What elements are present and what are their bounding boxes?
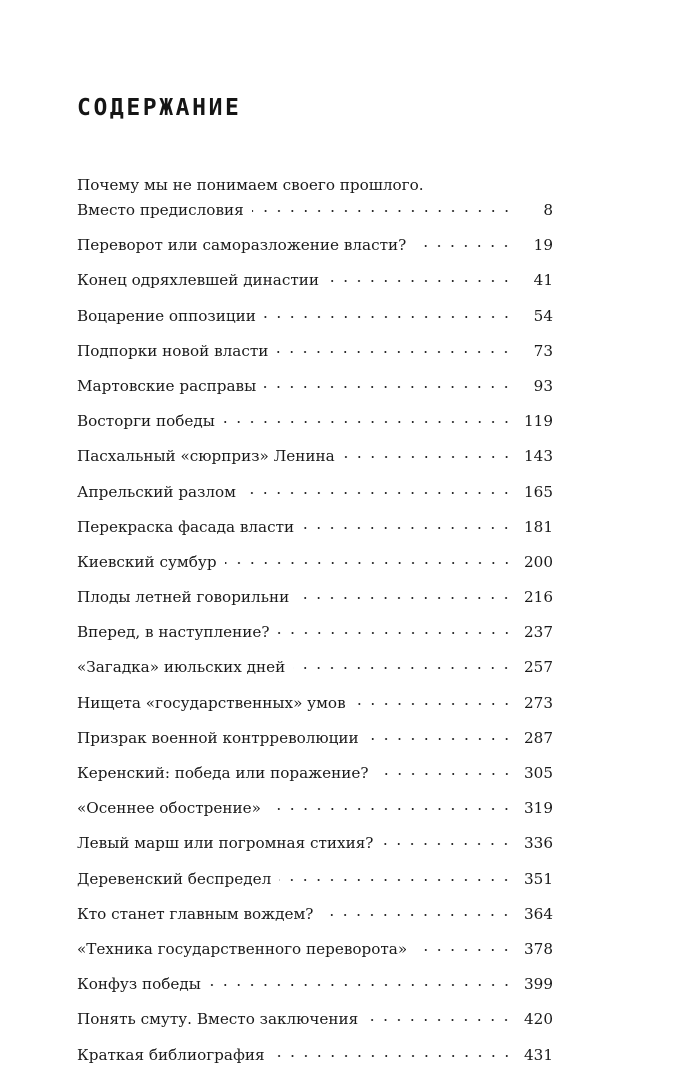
dot-leader	[415, 934, 513, 954]
toc-entry-row	[77, 371, 553, 396]
toc-entry-page-number: 19	[533, 236, 553, 255]
toc-entry-title: «Техника государственного переворота»	[77, 939, 408, 958]
toc-entry-title-line: Почему мы не понимаем своего прошлого.	[77, 176, 424, 194]
toc-entry-title: Краткая библиография	[77, 1045, 265, 1064]
toc-entry-row	[77, 230, 553, 255]
toc-entry-title: Восторги победы	[77, 412, 215, 431]
toc-entry-row	[77, 1004, 553, 1029]
toc-entry	[77, 652, 553, 677]
toc-entry-page-number: 399	[524, 975, 553, 994]
dot-leader	[377, 758, 514, 778]
toc-entry-title: Левый марш или погромная стихия?	[77, 834, 374, 853]
dot-leader	[223, 406, 513, 426]
toc-entry	[77, 758, 553, 783]
dot-leader	[297, 582, 513, 602]
toc-entry-title: «Загадка» июльских дней	[77, 658, 286, 677]
toc-entry-page-number: 351	[524, 869, 553, 888]
toc-entry-page-number: 319	[524, 799, 553, 818]
toc-entry-row	[77, 864, 553, 889]
toc-entry-row	[77, 1040, 553, 1065]
dot-leader	[321, 899, 513, 919]
dot-leader	[302, 512, 513, 532]
toc-entry-row	[77, 652, 553, 677]
toc-entry-row	[77, 441, 553, 466]
toc-entry-title: Киевский сумбур	[77, 552, 217, 571]
toc-entry-page-number: 257	[524, 658, 553, 677]
toc-entry-row	[77, 265, 553, 290]
dot-leader	[244, 477, 513, 497]
toc-entry-title: Вперед, в наступление?	[77, 623, 270, 642]
toc-entry-row	[77, 195, 553, 220]
toc-entry	[77, 617, 553, 642]
toc-entry-title: Апрельский разлом	[77, 482, 236, 501]
toc-entry-page-number: 41	[533, 271, 553, 290]
dot-leader	[209, 969, 513, 989]
toc-entry-title: Вместо предисловия	[77, 201, 244, 219]
toc-entry-row	[77, 617, 553, 642]
toc-entry	[77, 230, 553, 255]
toc-entry-title: Переворот или саморазложение власти?	[77, 236, 407, 255]
toc-entry-row	[77, 406, 553, 431]
toc-entry	[77, 547, 553, 572]
toc-entry-title: Кто станет главным вождем?	[77, 904, 314, 923]
toc-entry-title: Понять смуту. Вместо заключения	[77, 1010, 359, 1029]
toc-entry	[77, 793, 553, 818]
toc-entry	[77, 1040, 553, 1065]
toc-entry-title: Конфуз победы	[77, 975, 201, 994]
toc-entry-title: Конец одряхлевшей династии	[77, 271, 320, 290]
toc-entry-title: Воцарение оппозиции	[77, 306, 256, 325]
toc-entry-page-number: 73	[533, 341, 553, 360]
toc-entry-row	[77, 969, 553, 994]
dot-leader	[269, 793, 513, 813]
dot-leader	[354, 688, 513, 708]
toc-entry-page-number: 181	[524, 517, 553, 536]
dot-leader	[273, 1040, 513, 1060]
dot-leader	[276, 336, 513, 356]
toc-entry	[77, 1004, 553, 1029]
toc-entry	[77, 406, 553, 431]
toc-entry-title: «Осеннее обострение»	[77, 799, 261, 818]
toc-entry-page-number: 420	[524, 1010, 553, 1029]
toc-entry-row	[77, 828, 553, 853]
toc-entry-page-number: 54	[533, 306, 553, 325]
toc-entry-page-number: 287	[524, 728, 553, 747]
toc-entry	[77, 477, 553, 502]
toc-entry-page-number: 237	[524, 623, 553, 642]
toc-entry-row	[77, 723, 553, 748]
toc-entry-row	[77, 899, 553, 924]
toc-entry-title: Керенский: победа или поражение?	[77, 764, 369, 782]
toc-entry-page-number: 305	[524, 764, 553, 782]
toc-entry-title: Призрак военной контрреволюции	[77, 728, 359, 747]
toc-entry-row	[77, 547, 553, 572]
toc-entry-title: Плоды летней говорильни	[77, 588, 290, 607]
toc-entry-page-number: 143	[524, 447, 553, 466]
toc-entry-page-number: 378	[524, 939, 553, 958]
toc-entry-page-number: 431	[524, 1045, 553, 1064]
toc-entry	[77, 899, 553, 924]
toc-entry	[77, 688, 553, 713]
toc-entry-page-number: 364	[524, 904, 553, 923]
toc-entry-row	[77, 301, 553, 326]
toc-entry-row	[77, 934, 553, 959]
toc-entry-row	[77, 512, 553, 537]
toc-entry-page-number: 165	[524, 482, 553, 501]
dot-leader	[366, 1004, 513, 1024]
dot-leader	[327, 265, 513, 285]
table-of-contents	[77, 175, 553, 1065]
toc-entry-row	[77, 688, 553, 713]
dot-leader	[279, 864, 513, 884]
dot-leader	[343, 441, 513, 461]
dot-leader	[225, 547, 513, 567]
dot-leader	[414, 230, 513, 250]
toc-entry	[77, 301, 553, 326]
toc-entry-title: Перекраска фасада власти	[77, 517, 295, 536]
toc-entry	[77, 828, 553, 853]
toc-entry-page-number: 93	[533, 376, 553, 395]
toc-entry	[77, 723, 553, 748]
dot-leader	[278, 617, 513, 637]
toc-entry	[77, 371, 553, 396]
toc-entry-row	[77, 758, 553, 783]
toc-entry	[77, 336, 553, 361]
toc-entry-title: Мартовские расправы	[77, 376, 257, 395]
toc-entry-page-number: 119	[524, 412, 553, 431]
toc-entry-page-number: 273	[524, 693, 553, 712]
toc-entry-title: Нищета «государственных» умов	[77, 693, 346, 712]
dot-leader	[293, 652, 513, 672]
toc-entry	[77, 969, 553, 994]
dot-leader	[367, 723, 513, 743]
dot-leader	[252, 195, 513, 215]
toc-entry	[77, 265, 553, 290]
dot-leader	[264, 371, 513, 391]
toc-entry-row	[77, 477, 553, 502]
page-title: СОДЕРЖАНИЕ	[77, 95, 242, 121]
toc-entry	[77, 175, 553, 220]
toc-entry-title: Деревенский беспредел	[77, 869, 272, 888]
toc-entry-title: Подпорки новой власти	[77, 341, 269, 360]
toc-entry	[77, 582, 553, 607]
toc-entry-page-number: 200	[524, 552, 553, 571]
toc-entry-title: Пасхальный «сюрприз» Ленина	[77, 447, 335, 466]
toc-entry	[77, 512, 553, 537]
toc-entry-page-number: 336	[524, 834, 553, 853]
toc-entry	[77, 441, 553, 466]
toc-entry	[77, 864, 553, 889]
dot-leader	[264, 301, 513, 321]
toc-entry-row	[77, 582, 553, 607]
toc-entry-page-number: 8	[543, 201, 553, 219]
toc-entry-row	[77, 793, 553, 818]
toc-entry-row	[77, 336, 553, 361]
dot-leader	[381, 828, 513, 848]
toc-entry	[77, 934, 553, 959]
toc-entry-page-number: 216	[524, 588, 553, 607]
